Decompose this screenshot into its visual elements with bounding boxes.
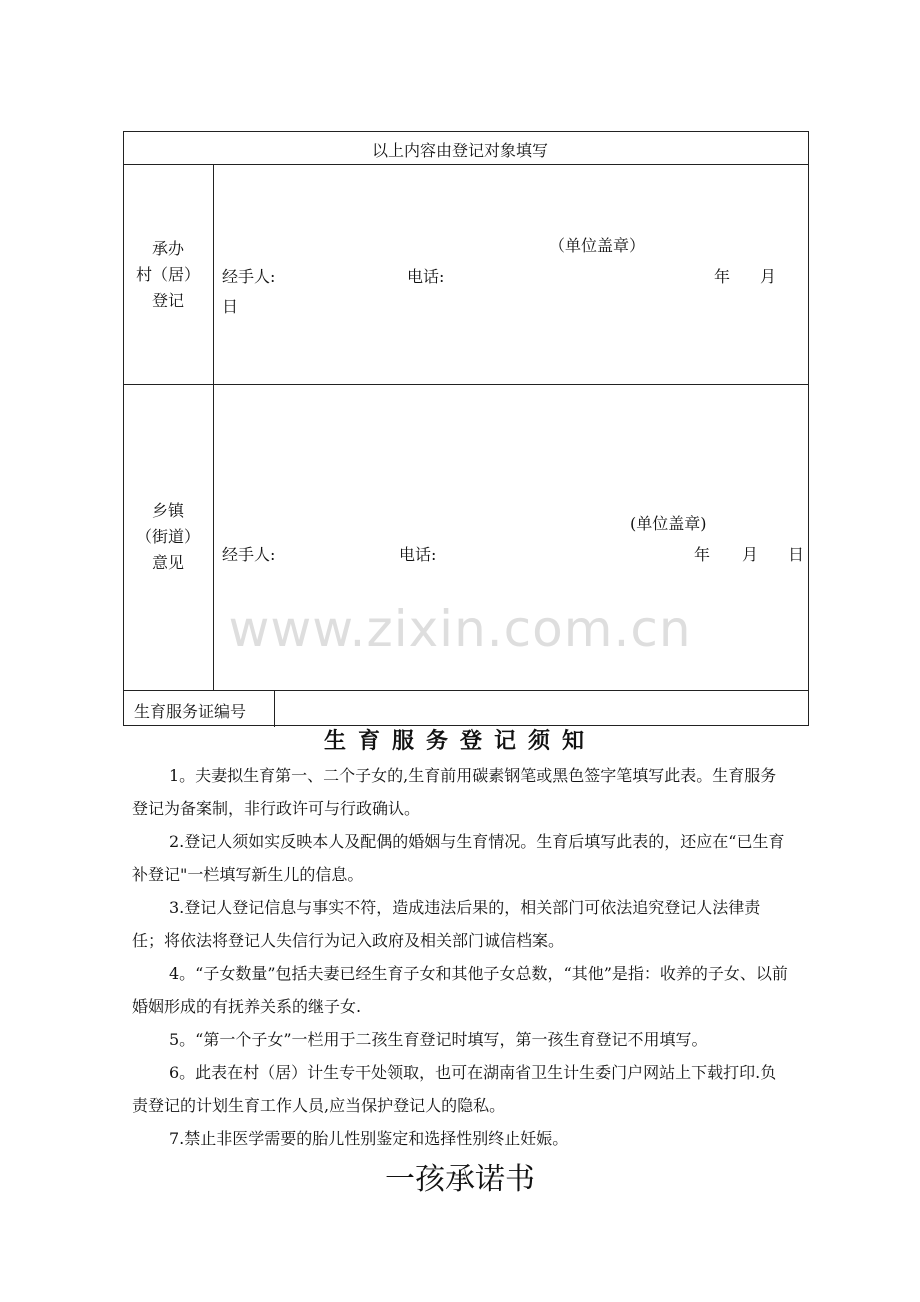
village-seal: （单位盖章）: [549, 236, 646, 255]
watermark: www.zixin.com.cn: [228, 600, 692, 658]
notice-item: 3.登记人登记信息与事实不符，造成违法后果的，相关部门可依法追究登记人法律责任；将依法将登记人失信行为记入政府及相关部门诚信档案。: [132, 898, 761, 950]
notice-item: 5。“第一个子女”一栏用于二孩生育登记时填写，第一孩生育登记不用填写。: [169, 1030, 708, 1049]
village-label-line: 承办: [151, 239, 184, 258]
village-label-line: 村（居）: [135, 265, 200, 284]
table-header: 以上内容由登记对象填写: [371, 141, 548, 160]
town-year-label: 年: [694, 545, 711, 564]
notice-item: 2.登记人须如实反映本人及配偶的婚姻与生育情况。生育后填写此表的，还应在“已生育补登记"一栏填写新生儿的信息。: [132, 832, 785, 884]
town-label: [124, 498, 212, 576]
notice-title: 生育服务登记须知: [323, 729, 596, 754]
town-month-label: 月: [742, 545, 759, 564]
notice-item: 4。“子女数量”包括夫妻已经生育子女和其他子女总数，“其他”是指：收养的子女、以前婚姻形成的有抚养关系的继子女.: [132, 964, 788, 1016]
town-label-line: 乡镇: [151, 501, 184, 520]
village-label: [124, 236, 212, 314]
notice-item: 7.禁止非医学需要的胎儿性别鉴定和选择性别终止妊娠。: [169, 1129, 569, 1148]
village-phone-label: 电话:: [407, 267, 445, 286]
town-phone-label: 电话:: [399, 545, 437, 564]
town-day-label: 日: [788, 545, 805, 564]
cert-number-label: 生育服务证编号: [134, 702, 247, 721]
row-divider: [124, 690, 808, 691]
next-section-title: 一孩承诺书: [385, 1162, 535, 1197]
town-label-line: （街道）: [135, 527, 200, 546]
village-label-line: 登记: [151, 291, 184, 310]
village-handler-label: 经手人:: [222, 267, 276, 286]
row-divider: [124, 384, 808, 385]
town-seal: (单位盖章): [630, 514, 707, 533]
notice-body: [132, 759, 792, 1155]
village-year-label: 年: [714, 267, 731, 286]
row-divider: [124, 164, 808, 165]
village-month-label: 月: [760, 267, 777, 286]
town-label-line: 意见: [151, 553, 184, 572]
town-handler-label: 经手人:: [222, 545, 276, 564]
notice-item: 1。夫妻拟生育第一、二个子女的,生育前用碳素钢笔或黑色签字笔填写此表。生育服务登记为备案制，非行政许可与行政确认。: [132, 766, 777, 818]
column-divider: [274, 690, 275, 727]
village-day-label: 日: [222, 297, 239, 316]
notice-item: 6。此表在村（居）计生专干处领取，也可在湖南省卫生计生委门户网站上下载打印.负责登记的计划生育工作人员,应当保护登记人的隐私。: [132, 1063, 777, 1115]
